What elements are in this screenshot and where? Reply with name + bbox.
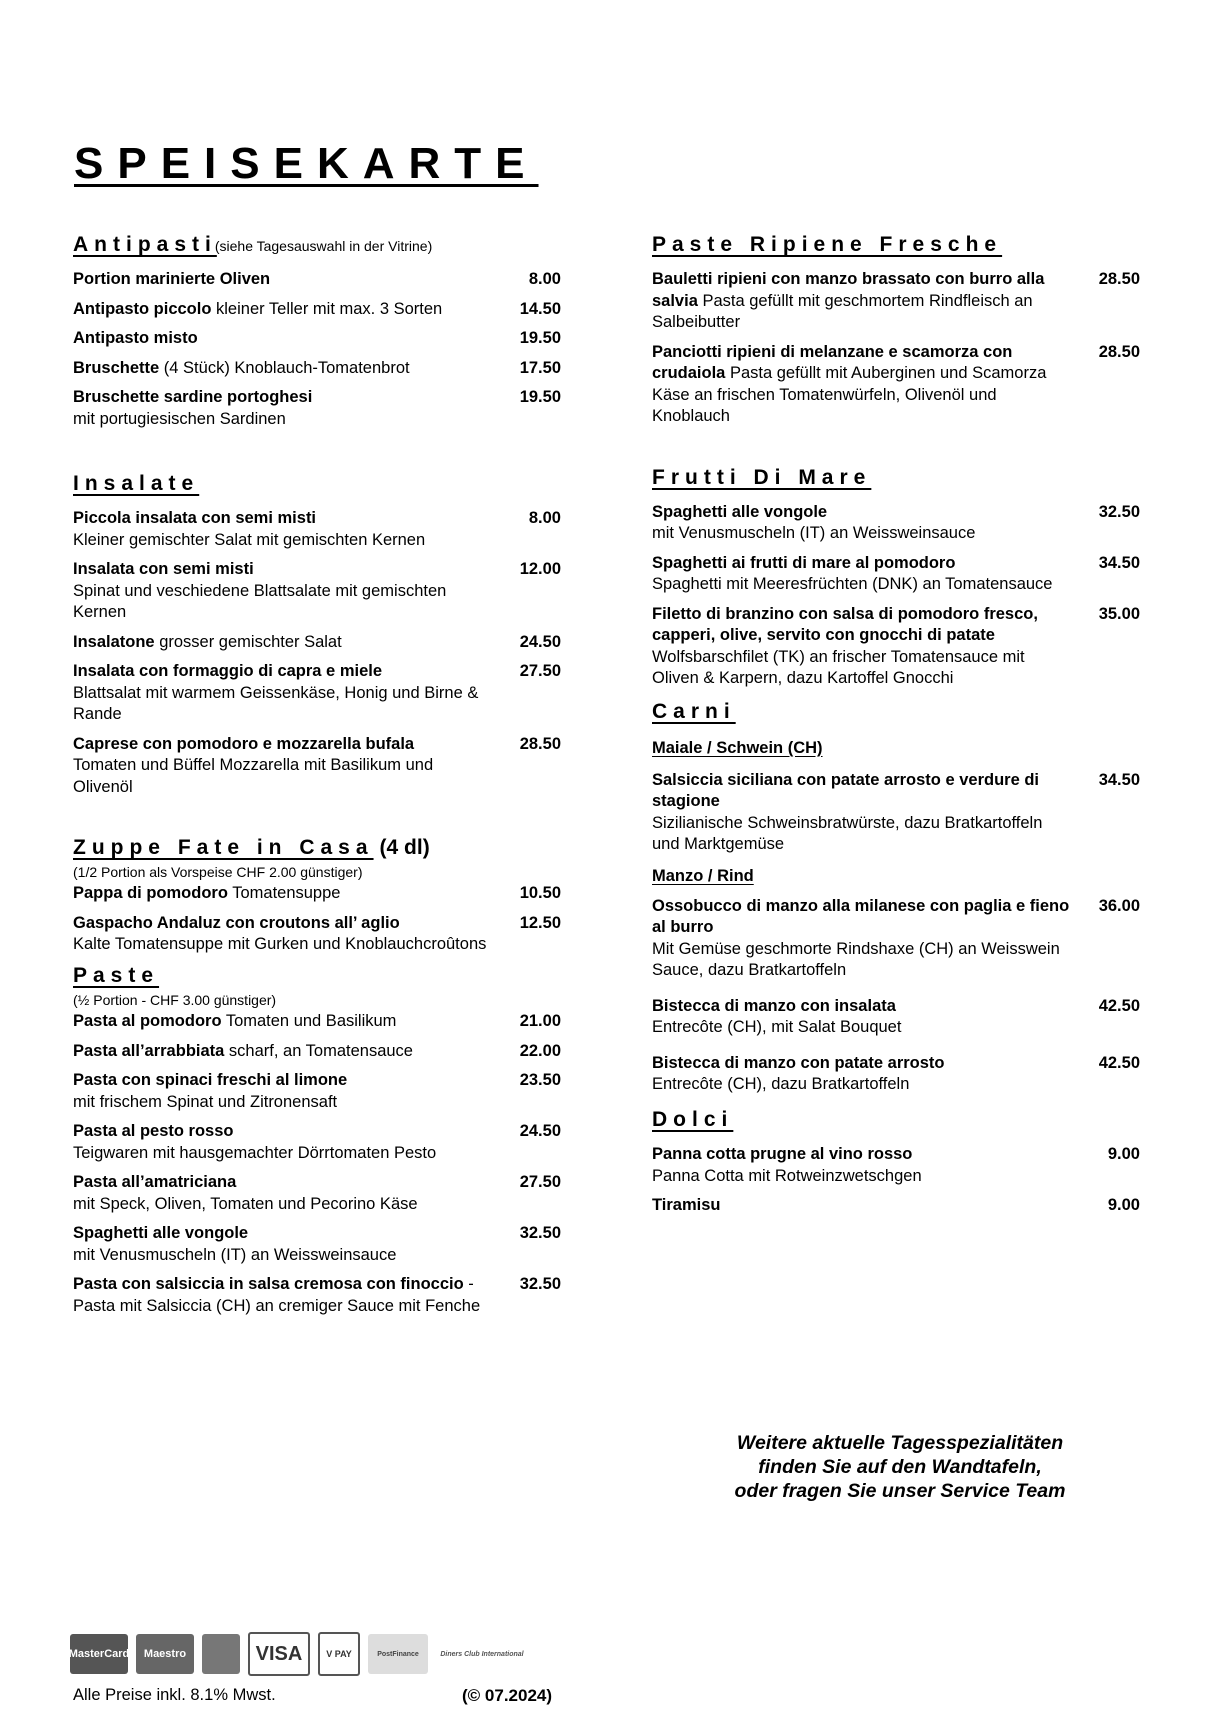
section-title: Dolci: [652, 1107, 734, 1131]
section-title: Paste Ripiene Fresche: [652, 233, 1003, 256]
item-description: mit frischem Spinat und Zitronensaft: [73, 1092, 338, 1111]
item-name: Pasta con salsiccia in salsa cremosa con finoccio: [73, 1275, 464, 1294]
item-price: 22.00: [519, 1041, 561, 1060]
item-name: Panciotti ripieni di melanzane e scamorza con crudaiola: [652, 342, 1013, 383]
item-description: Tomaten und Basilikum: [225, 1012, 397, 1031]
section-heading: [73, 964, 561, 988]
item-price: 12.00: [519, 560, 561, 579]
item-price: 23.50: [519, 1071, 561, 1090]
item-name: Insalata con formaggio di capra e miele: [73, 662, 383, 681]
item-name: Caprese con pomodoro e mozzarella bufala: [73, 734, 415, 753]
closing-line-2: finden Sie auf den Wandtafeln,: [758, 1456, 1042, 1478]
item-name: Pappa di pomodoro: [73, 884, 228, 903]
subsection-heading: Manzo / Rind: [652, 866, 754, 885]
menu-item: [73, 661, 561, 726]
section-heading: [652, 1108, 1140, 1132]
item-name: Portion marinierte Oliven: [73, 270, 271, 289]
menu-item: [73, 913, 561, 956]
item-price: 17.50: [519, 358, 561, 377]
item-price: 32.50: [1098, 502, 1140, 521]
menu-section: [73, 472, 561, 798]
menu-section: [73, 964, 561, 1317]
item-name: Pasta all’arrabbiata: [73, 1041, 225, 1060]
menu-item: [73, 387, 561, 430]
item-description: Kalte Tomatensuppe mit Gurken und Knoblauchcroûtons: [73, 935, 487, 954]
item-name: Panna cotta prugne al vino rosso: [652, 1145, 913, 1164]
section-heading: [73, 472, 561, 496]
item-price: 24.50: [519, 632, 561, 651]
menu-item: [73, 508, 561, 551]
section-note: (1/2 Portion als Vorspeise CHF 2.00 günstiger): [73, 864, 363, 881]
diners-club-logo: Diners Club International: [436, 1634, 528, 1674]
postfinance-logo: PostFinance: [368, 1634, 428, 1674]
item-name: Gaspacho Andaluz con croutons all’ aglio: [73, 913, 400, 932]
payment-cards: [70, 1633, 594, 1675]
item-description: Spinat und veschiedene Blattsalate mit gemischten Kernen: [73, 581, 447, 622]
menu-section: [652, 700, 1140, 1096]
item-price: 42.50: [1098, 1053, 1140, 1072]
menu-section: [73, 836, 561, 956]
item-name: Tiramisu: [652, 1196, 721, 1215]
section-heading: [73, 836, 561, 860]
item-description: Panna Cotta mit Rotweinzwetschgen: [652, 1166, 922, 1185]
left-column: [73, 233, 561, 1317]
item-description: Sizilianische Schweinsbratwürste, dazu Bratkartoffeln und Marktgemüse: [652, 813, 1043, 854]
menu-item: [73, 1121, 561, 1164]
section-heading: [652, 466, 1140, 490]
menu-item: [73, 1172, 561, 1215]
section-heading: [73, 233, 561, 257]
item-description: Wolfsbarschfilet (TK) an frischer Tomatensauce mit Oliven & Karpern, dazu Kartoffel Gnocchi: [652, 647, 1025, 688]
visa-logo: VISA: [248, 1632, 310, 1676]
maestro-logo: Maestro: [136, 1634, 194, 1674]
menu-item: [652, 342, 1140, 428]
item-description: grosser gemischter Salat: [159, 632, 342, 651]
closing-line-1: Weitere aktuelle Tagesspezialitäten: [736, 1432, 1064, 1454]
menu-item: [73, 328, 561, 350]
item-price: 8.00: [528, 509, 561, 528]
menu-item: [73, 358, 561, 380]
item-description: - Pasta mit Salsiccia (CH) an cremiger Sauce mit Fenche: [73, 1275, 481, 1315]
portion-size: (4 dl): [379, 836, 430, 860]
item-price: 9.00: [1107, 1196, 1140, 1215]
menu-item: [73, 1070, 561, 1113]
closing-note: [690, 1431, 1110, 1503]
item-description: mit portugiesischen Sardinen: [73, 409, 286, 428]
item-name: Filetto di branzino con salsa di pomodoro fresco, capperi, olive, servito con gnocchi di patate: [652, 604, 1038, 645]
item-price: 19.50: [519, 388, 561, 407]
item-price: 9.00: [1107, 1145, 1140, 1164]
section-title: Antipasti: [73, 233, 217, 256]
item-name: Salsiccia siciliana con patate arrosto e verdure di stagione: [652, 770, 1040, 811]
item-description: scharf, an Tomatensauce: [228, 1041, 413, 1060]
item-name: Pasta al pesto rosso: [73, 1122, 234, 1141]
item-name: Piccola insalata con semi misti: [73, 509, 317, 528]
menu-item: [73, 269, 561, 291]
menu-section: [73, 233, 561, 430]
page-title: SPEISEKARTE: [74, 139, 539, 188]
section-title: Carni: [652, 699, 736, 723]
section-title: Insalate: [73, 472, 200, 496]
menu-item: [73, 734, 561, 799]
item-description: (4 Stück) Knoblauch-Tomatenbrot: [163, 358, 410, 377]
item-name: Antipasto misto: [73, 329, 198, 348]
menu-item: [73, 632, 561, 654]
menu-item: [73, 883, 561, 905]
menu-item: [652, 269, 1140, 334]
item-name: Bistecca di manzo con insalata: [652, 996, 896, 1015]
item-name: Pasta con spinaci freschi al limone: [73, 1071, 348, 1090]
item-name: Spaghetti alle vongole: [73, 1224, 249, 1243]
item-description: Kleiner gemischter Salat mit gemischten Kernen: [73, 530, 426, 549]
item-name: Insalata con semi misti: [73, 560, 254, 579]
mastercard-logo: MasterCard: [70, 1634, 128, 1674]
item-price: 27.50: [519, 1173, 561, 1192]
section-heading: [652, 233, 1140, 257]
item-description: Teigwaren mit hausgemachter Dörrtomaten Pesto: [73, 1143, 437, 1162]
menu-item: [652, 1144, 1140, 1187]
menu-section: [652, 233, 1140, 428]
item-description: Pasta gefüllt mit Auberginen und Scamorza Käse an frischen Tomatenwürfeln, Olivenöl und Knoblauch: [652, 364, 1047, 426]
item-description: Tomatensuppe: [232, 884, 341, 903]
menu-item: [652, 1195, 1140, 1217]
menu-section: [652, 466, 1140, 690]
menu-item: [73, 559, 561, 624]
item-description: mit Venusmuscheln (IT) an Weissweinsauce: [73, 1245, 397, 1264]
item-description: Tomaten und Büffel Mozzarella mit Basilikum und Olivenöl: [73, 756, 434, 796]
menu-item: [652, 896, 1140, 982]
copyright-date: (© 07.2024): [462, 1686, 553, 1705]
subsection-heading: Maiale / Schwein (CH): [652, 738, 823, 757]
section-heading: [652, 700, 1140, 724]
item-name: Bauletti ripieni con manzo brassato con burro alla salvia: [652, 270, 1045, 310]
item-description: Blattsalat mit warmem Geissenkäse, Honig und Birne & Rande: [73, 683, 479, 724]
menu-item: [73, 299, 561, 321]
item-price: 24.50: [519, 1122, 561, 1141]
menu-section: [652, 1108, 1140, 1217]
vpay-logo: V PAY: [318, 1632, 360, 1676]
section-note: (siehe Tagesauswahl in der Vitrine): [214, 238, 433, 254]
item-price: 10.50: [519, 884, 561, 903]
section-title: Frutti Di Mare: [652, 465, 872, 489]
item-description: Spaghetti mit Meeresfrüchten (DNK) an Tomatensauce: [652, 575, 1053, 594]
menu-item: [73, 1011, 561, 1033]
item-name: Pasta al pomodoro: [73, 1012, 222, 1031]
item-description: kleiner Teller mit max. 3 Sorten: [216, 299, 443, 318]
item-description: Entrecôte (CH), mit Salat Bouquet: [652, 1018, 902, 1037]
item-description: mit Venusmuscheln (IT) an Weissweinsauce: [652, 524, 976, 543]
item-description: Entrecôte (CH), dazu Bratkartoffeln: [652, 1075, 910, 1094]
item-name: Insalatone: [73, 632, 155, 651]
item-description: Pasta gefüllt mit geschmortem Rindfleisch an Salbeibutter: [652, 291, 1033, 332]
menu-item: [73, 1041, 561, 1063]
item-price: 42.50: [1098, 996, 1140, 1015]
item-price: 32.50: [519, 1224, 561, 1243]
item-description: mit Speck, Oliven, Tomaten und Pecorino Käse: [73, 1194, 418, 1213]
item-price: 28.50: [1098, 342, 1140, 361]
section-note: (½ Portion - CHF 3.00 günstiger): [73, 992, 277, 1009]
menu-item: [652, 553, 1140, 596]
amex-logo: [202, 1634, 240, 1674]
item-name: Pasta all’amatriciana: [73, 1173, 237, 1192]
item-name: Bruschette: [73, 358, 160, 377]
item-price: 28.50: [519, 734, 561, 753]
menu-item: [652, 1053, 1140, 1096]
item-price: 27.50: [519, 662, 561, 681]
right-column: [652, 233, 1140, 1217]
item-price: 8.00: [528, 270, 561, 289]
item-price: 35.00: [1098, 604, 1140, 623]
item-name: Bruschette sardine portoghesi: [73, 388, 313, 407]
item-price: 36.00: [1098, 896, 1140, 915]
item-price: 14.50: [519, 299, 561, 318]
item-price: 34.50: [1098, 553, 1140, 572]
item-name: Bistecca di manzo con patate arrosto: [652, 1053, 945, 1072]
menu-item: [652, 604, 1140, 690]
item-name: Ossobucco di manzo alla milanese con paglia e fieno al burro: [652, 896, 1070, 937]
item-price: 34.50: [1098, 770, 1140, 789]
section-title: Paste: [73, 963, 160, 987]
section-title: Zuppe Fate in Casa: [73, 836, 374, 860]
menu-item: [652, 770, 1140, 856]
item-price: 12.50: [519, 913, 561, 932]
menu-item: [73, 1274, 561, 1317]
item-name: Spaghetti ai frutti di mare al pomodoro: [652, 553, 956, 572]
item-price: 28.50: [1098, 270, 1140, 289]
item-name: Spaghetti alle vongole: [652, 502, 828, 521]
item-price: 21.00: [519, 1012, 561, 1031]
item-name: Antipasto piccolo: [73, 299, 212, 318]
menu-item: [652, 996, 1140, 1039]
item-description: Mit Gemüse geschmorte Rindshaxe (CH) an Weisswein Sauce, dazu Bratkartoffeln: [652, 939, 1060, 980]
menu-item: [73, 1223, 561, 1266]
item-price: 32.50: [519, 1275, 561, 1294]
closing-line-3: oder fragen Sie unser Service Team: [734, 1480, 1066, 1502]
item-price: 19.50: [519, 329, 561, 348]
menu-item: [652, 502, 1140, 545]
vat-note: Alle Preise inkl. 8.1% Mwst.: [73, 1686, 276, 1704]
